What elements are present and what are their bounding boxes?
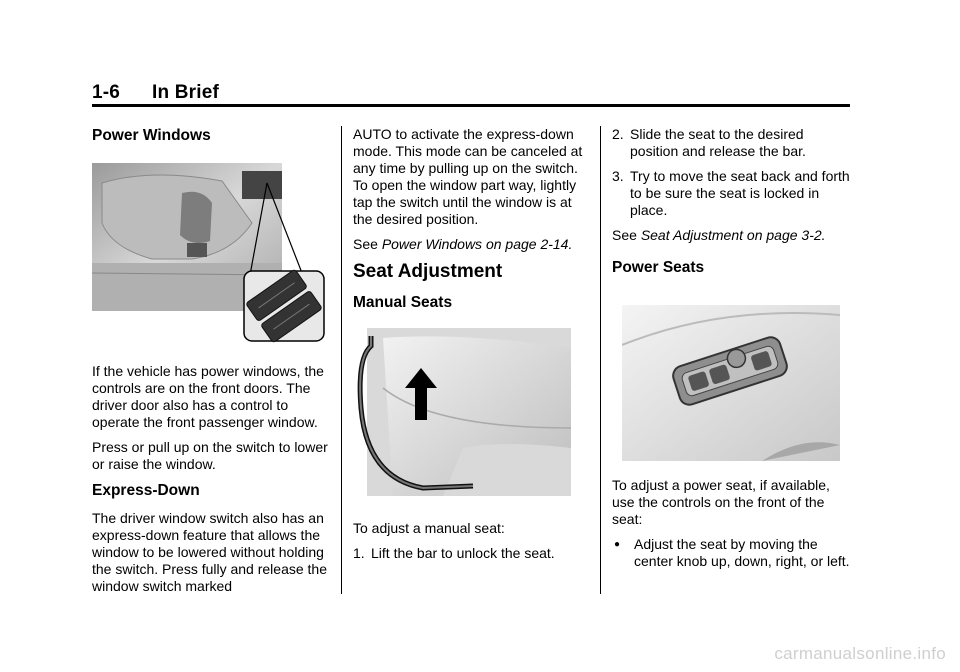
manual-seat-illustration [353, 328, 573, 504]
step-number: 2. [612, 126, 624, 142]
paragraph: Press or pull up on the switch to lower or raise the window. [92, 439, 328, 472]
section-title: In Brief [152, 82, 220, 103]
see-prefix: See [612, 227, 637, 243]
step-text: Lift the bar to unlock the seat. [371, 545, 555, 561]
bullet-icon: ● [614, 539, 621, 550]
door-panel-illustration [92, 163, 328, 347]
door-handle [180, 192, 212, 243]
list-item [612, 536, 852, 570]
column-3 [612, 126, 852, 578]
switch-panel [242, 171, 282, 199]
paragraph: To adjust a power seat, if available, use the controls on the front of the seat: [612, 477, 830, 527]
see-reference: Power Windows on page 2-14. [381, 236, 573, 252]
power-window-figure [92, 163, 332, 347]
column-1 [92, 126, 332, 603]
cross-reference [612, 227, 852, 244]
watermark: carmanualsonline.info [774, 644, 946, 663]
step-text: Try to move the seat back and forth to be sure the seat is locked in place. [630, 168, 850, 218]
lock-switch [187, 243, 207, 257]
see-reference: Seat Adjustment on page 3-2. [640, 227, 826, 243]
steps-list [612, 126, 852, 219]
column-divider [341, 126, 342, 594]
bullet-list [612, 536, 852, 570]
column-divider [600, 126, 601, 594]
manual-seat-figure [353, 328, 593, 504]
see-prefix: See [353, 236, 378, 252]
steps-list [353, 545, 593, 562]
heading-seat-adjustment: Seat Adjustment [353, 261, 503, 282]
heading-power-windows: Power Windows [92, 127, 211, 144]
power-seat-illustration [622, 305, 840, 461]
bullet-text: Adjust the seat by moving the center knob up, down, right, or left. [634, 536, 850, 569]
paragraph: To adjust a manual seat: [353, 520, 505, 536]
list-item [612, 126, 852, 160]
step-number: 1. [353, 545, 365, 561]
heading-express-down: Express-Down [92, 482, 200, 499]
list-item [353, 545, 593, 562]
column-2 [353, 126, 593, 570]
power-seat-figure [622, 305, 852, 461]
paragraph: The driver window switch also has an express-down feature that allows the window to be lowered without holding the switch. Press fully and release the window switch marked [92, 510, 328, 594]
step-text: Slide the seat to the desired position and release the bar. [630, 126, 806, 159]
paragraph: If the vehicle has power windows, the controls are on the front doors. The driver door also has a control to operate the front passenger window. [92, 363, 324, 430]
heading-power-seats: Power Seats [612, 259, 705, 276]
heading-manual-seats: Manual Seats [353, 294, 453, 311]
step-number: 3. [612, 168, 624, 184]
list-item [612, 168, 852, 219]
page-number: 1-6 [92, 82, 121, 103]
page-header [92, 82, 219, 104]
cross-reference [353, 236, 593, 253]
paragraph: AUTO to activate the express-down mode. This mode can be canceled at any time by pulling up on the switch. To open the window part way, lightly tap the switch until the window is at the desired position. [353, 126, 583, 227]
header-rule [92, 104, 850, 107]
